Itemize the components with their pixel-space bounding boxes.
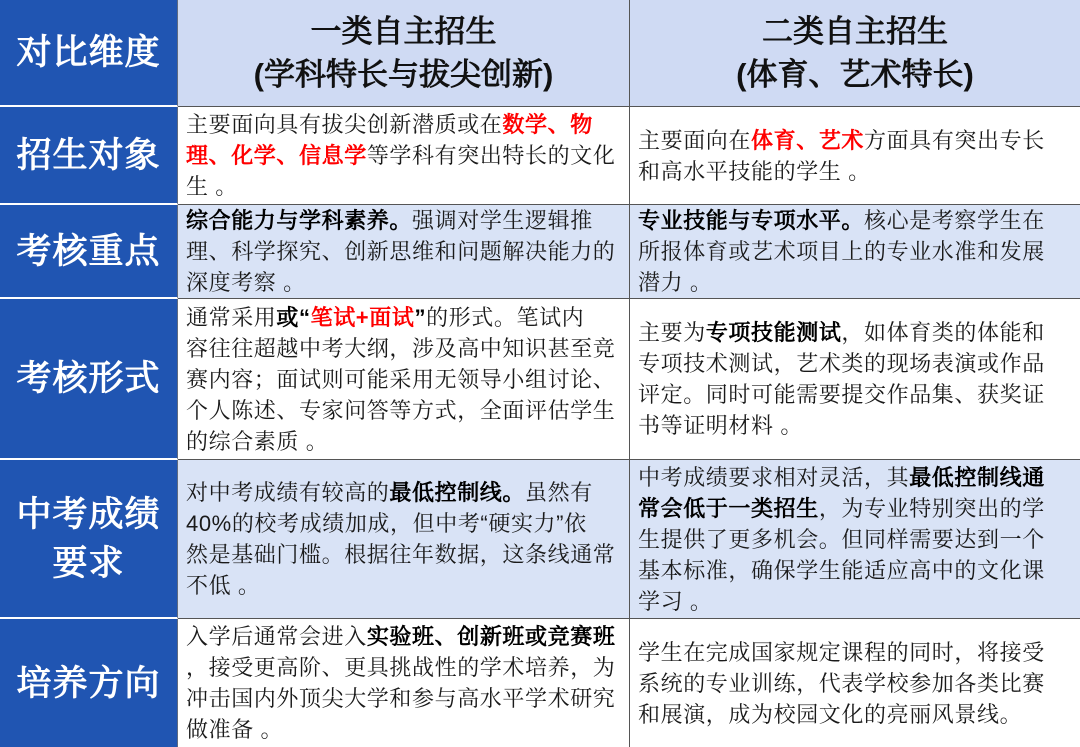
text-segment: 和高水平技能的学生 。 — [638, 158, 871, 184]
column-title: 二类自主招生 — [762, 14, 948, 49]
content-cell — [630, 619, 1080, 747]
text-line — [186, 508, 625, 539]
content-cell — [630, 205, 1080, 299]
text-line — [638, 205, 1076, 236]
text-segment: 系统的专业训练，代表学校参加各类比赛 — [638, 670, 1045, 696]
text-segment: 赛内容；面试则可能采用无领导小组讨论、 — [186, 366, 616, 392]
content-cell — [178, 299, 630, 460]
text-segment: 的形式。笔试内 — [426, 304, 585, 330]
text-line — [638, 462, 1076, 493]
text-segment: 主要为 — [638, 320, 706, 345]
text-line — [186, 140, 625, 171]
text-line — [638, 493, 1076, 524]
text-segment: 方面具有突出专长 — [864, 127, 1045, 153]
text-line — [186, 683, 625, 714]
content-cell — [178, 619, 630, 747]
red-highlight-text: 笔试+面试 — [310, 304, 415, 330]
text-line — [638, 379, 1076, 410]
text-line — [186, 333, 625, 364]
text-segment: 学生在完成国家规定课程的同时，将接受 — [638, 639, 1045, 665]
row-label-cell — [0, 619, 178, 747]
row-label-cell — [0, 299, 178, 460]
text-line — [638, 156, 1076, 187]
bold-highlight-text: 最低控制线通 — [909, 464, 1045, 490]
text-segment: 然是基础门槛。根据往年数据，这条线通常 — [186, 542, 616, 567]
row-label-cell — [0, 107, 178, 205]
text-segment: 中考成绩要求相对灵活，其 — [638, 464, 910, 490]
red-highlight-text: 数学、物 — [502, 112, 593, 137]
content-cell — [178, 107, 630, 205]
text-segment: 通常采用 — [186, 304, 277, 330]
text-line — [186, 205, 625, 236]
red-highlight-text: 体育、艺术 — [751, 127, 865, 153]
text-segment: 和展演，成为校园文化的亮丽风景线。 — [638, 701, 1023, 727]
text-segment: 基本标准，确保学生能适应高中的文化课 — [638, 557, 1045, 583]
text-segment: 不低 。 — [186, 573, 261, 598]
text-segment: 核心是考察学生在 — [864, 208, 1045, 233]
text-segment: 40%的校考成绩加成，但中考“硬实力”依 — [186, 511, 587, 536]
text-line — [638, 555, 1076, 586]
text-segment: 做准备 。 — [186, 717, 284, 742]
text-line — [638, 699, 1076, 730]
text-segment: 专项技术测试，艺术类的现场表演或作品 — [638, 351, 1045, 376]
row-label-text: 培养方向 — [16, 663, 161, 703]
text-line — [186, 395, 625, 426]
text-line — [186, 109, 625, 140]
text-line — [638, 668, 1076, 699]
row-label-cell — [0, 205, 178, 299]
bold-highlight-text: 专项技能测试 — [705, 320, 842, 345]
text-line — [638, 125, 1076, 156]
text-segment: 对中考成绩有较高的 — [186, 480, 390, 505]
text-line — [186, 302, 625, 333]
text-line — [186, 236, 625, 267]
content-cell — [630, 107, 1080, 205]
text-line — [638, 236, 1076, 267]
text-segment: 潜力 。 — [638, 270, 713, 295]
content-cell — [630, 460, 1080, 619]
bold-highlight-text: 综合能力与学科素养。 — [186, 208, 413, 233]
text-segment: 学习 。 — [638, 588, 713, 614]
text-segment: 强调对学生逻辑推 — [412, 208, 593, 233]
text-line — [186, 714, 625, 745]
bold-highlight-text: 专业技能与专项水平。 — [638, 208, 865, 233]
text-segment: 理、科学探究、创新思维和问题解决能力的 — [186, 239, 616, 264]
row-label-text: 考核重点 — [16, 231, 161, 271]
text-segment: 深度考察 。 — [186, 270, 306, 295]
text-line — [638, 317, 1076, 348]
bold-highlight-text: 常会低于一类招生 — [638, 495, 819, 521]
text-line — [186, 426, 625, 457]
text-line — [638, 267, 1076, 298]
text-line — [186, 477, 625, 508]
text-line — [638, 524, 1076, 555]
text-line — [186, 570, 625, 601]
corner-header-label: 对比维度 — [16, 33, 161, 72]
text-line — [186, 364, 625, 395]
text-segment: 主要面向在 — [638, 127, 752, 153]
text-segment: ，如体育类的体能和 — [841, 320, 1045, 345]
text-segment: 个人陈述、专家问答等方式，全面评估学生 — [186, 397, 616, 423]
column-subtitle: (学科特长与拔尖创新) — [253, 57, 554, 92]
text-segment: 等学科有突出特长的文化 — [366, 143, 616, 168]
column-header-type-2 — [630, 0, 1080, 107]
text-line — [186, 539, 625, 570]
text-segment: 的综合素质 。 — [186, 428, 329, 454]
bold-highlight-text: 或“ — [276, 304, 311, 330]
text-line — [186, 652, 625, 683]
text-segment: 容往往超越中考大纲，涉及高中知识甚至竞 — [186, 335, 616, 361]
text-segment: ，为专业特别突出的学 — [818, 495, 1045, 521]
text-line — [638, 410, 1076, 441]
row-label-cell — [0, 460, 178, 619]
column-subtitle: (体育、艺术特长) — [736, 57, 974, 92]
text-line — [186, 171, 625, 202]
text-line — [638, 348, 1076, 379]
text-segment: 评定。同时可能需要提交作品集、获奖证 — [638, 382, 1045, 407]
text-segment: 生 。 — [186, 174, 238, 199]
text-segment: 生提供了更多机会。但同样需要达到一个 — [638, 526, 1045, 552]
text-line — [638, 586, 1076, 617]
content-cell — [178, 205, 630, 299]
column-title: 一类自主招生 — [310, 14, 497, 49]
column-header-type-1 — [178, 0, 630, 107]
bold-highlight-text: ” — [414, 304, 427, 330]
row-label-text: 招生对象 — [16, 135, 161, 175]
content-cell — [178, 460, 630, 619]
row-label-text: 中考成绩 — [16, 494, 161, 534]
text-segment: 所报体育或艺术项目上的专业水准和发展 — [638, 239, 1045, 264]
text-segment: 入学后通常会进入 — [186, 624, 367, 649]
red-highlight-text: 理、化学、信息学 — [186, 143, 367, 168]
text-segment: ，接受更高阶、更具挑战性的学术培养，为 — [186, 655, 616, 680]
text-segment: 主要面向具有拔尖创新潜质或在 — [186, 112, 503, 137]
row-label-text: 要求 — [52, 543, 125, 583]
text-line — [186, 267, 625, 298]
bold-highlight-text: 最低控制线。 — [389, 480, 526, 505]
corner-header-cell — [0, 0, 178, 107]
bold-highlight-text: 实验班、创新班或竞赛班 — [366, 624, 616, 649]
text-line — [186, 621, 625, 652]
text-segment: 虽然有 — [525, 480, 593, 505]
text-line — [638, 637, 1076, 668]
text-segment: 冲击国内外顶尖大学和参与高水平学术研究 — [186, 686, 616, 711]
text-segment: 书等证明材料 。 — [638, 413, 803, 438]
content-cell — [630, 299, 1080, 460]
row-label-text: 考核形式 — [16, 359, 161, 398]
